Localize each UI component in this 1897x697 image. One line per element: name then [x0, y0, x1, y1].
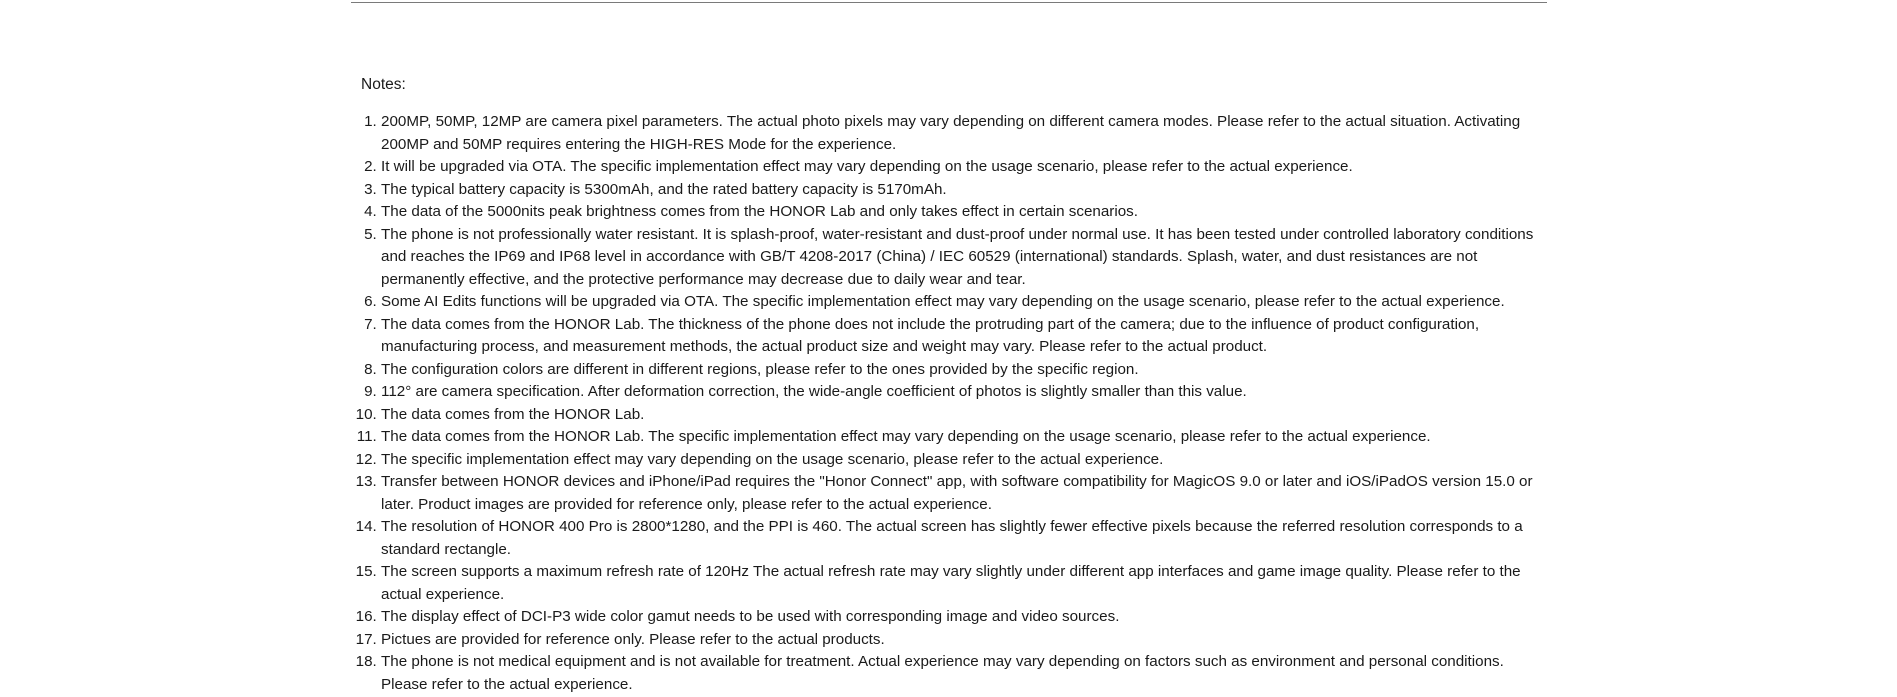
note-item: 6. Some AI Edits functions will be upgraded via OTA. The specific implementation effect may vary depending on the usage scenario, please refer to the actual experience. [381, 291, 1551, 314]
note-item: 17. Pictues are provided for reference only. Please refer to the actual products. [381, 629, 1551, 652]
note-item: 7. The data comes from the HONOR Lab. The thickness of the phone does not include the protruding part of the camera; due to the influence of product configuration, manufacturing process, and measurement methods, the actual product size and weight may vary. Please refer to the actual product. [381, 314, 1551, 359]
notes-section [361, 75, 1551, 696]
note-item: 14. The resolution of HONOR 400 Pro is 2800*1280, and the PPI is 460. The actual screen has slightly fewer effective pixels because the referred resolution corresponds to a standard rectangle. [381, 516, 1551, 561]
notes-list [361, 111, 1551, 696]
note-item: 1. 200MP, 50MP, 12MP are camera pixel parameters. The actual photo pixels may vary depending on different camera modes. Please refer to the actual situation. Activating 200MP and 50MP requires entering the HIGH-RES Mode for the experience. [381, 111, 1551, 156]
note-item: 16. The display effect of DCI-P3 wide color gamut needs to be used with corresponding image and video sources. [381, 606, 1551, 629]
note-item: 4. The data of the 5000nits peak brightness comes from the HONOR Lab and only takes effect in certain scenarios. [381, 201, 1551, 224]
note-item: 3. The typical battery capacity is 5300mAh, and the rated battery capacity is 5170mAh. [381, 179, 1551, 202]
note-item: 9. 112° are camera specification. After deformation correction, the wide-angle coefficient of photos is slightly smaller than this value. [381, 381, 1551, 404]
note-item: 18. The phone is not medical equipment and is not available for treatment. Actual experience may vary depending on factors such as environment and personal conditions. Please refer to the actual experience. [381, 651, 1551, 696]
note-item: 2. It will be upgraded via OTA. The specific implementation effect may vary depending on the usage scenario, please refer to the actual experience. [381, 156, 1551, 179]
note-item: 8. The configuration colors are different in different regions, please refer to the ones provided by the specific region. [381, 359, 1551, 382]
note-item: 5. The phone is not professionally water resistant. It is splash-proof, water-resistant and dust-proof under normal use. It has been tested under controlled laboratory conditions and reaches the IP69 and IP68 level in accordance with GB/T 4208-2017 (China) / IEC 60529 (international) standards. Splash, water, and dust resistances are not permanently effective, and the protective performance may decrease due to daily wear and tear. [381, 224, 1551, 292]
note-item: 13. Transfer between HONOR devices and iPhone/iPad requires the "Honor Connect" app, with software compatibility for MagicOS 9.0 or later and iOS/iPadOS version 15.0 or later. Product images are provided for reference only, please refer to the actual experience. [381, 471, 1551, 516]
notes-heading: Notes: [361, 76, 406, 93]
note-item: 11. The data comes from the HONOR Lab. The specific implementation effect may vary depending on the usage scenario, please refer to the actual experience. [381, 426, 1551, 449]
note-item: 15. The screen supports a maximum refresh rate of 120Hz The actual refresh rate may vary slightly under different app interfaces and game image quality. Please refer to the actual experience. [381, 561, 1551, 606]
note-item: 12. The specific implementation effect may vary depending on the usage scenario, please refer to the actual experience. [381, 449, 1551, 472]
top-divider [351, 2, 1547, 3]
note-item: 10. The data comes from the HONOR Lab. [381, 404, 1551, 427]
